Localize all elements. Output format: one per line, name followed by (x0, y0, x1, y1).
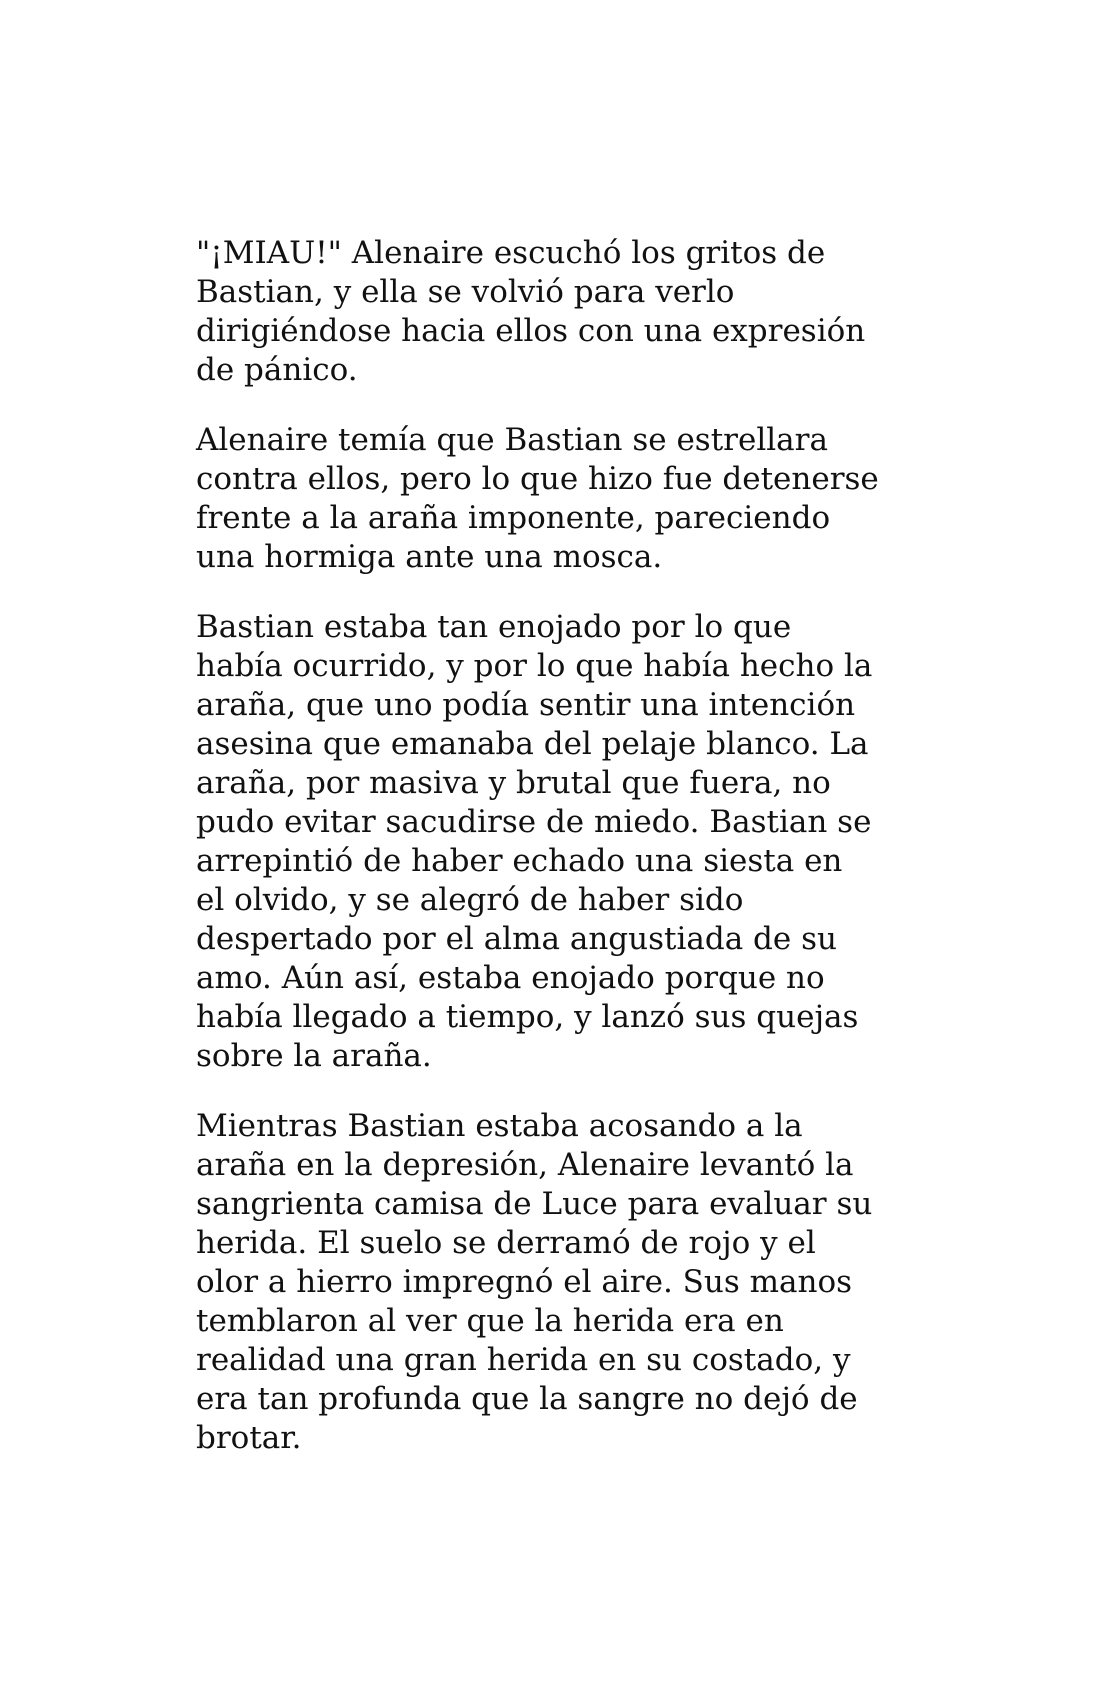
text-line: asesina que emanaba del pelaje blanco. La (196, 726, 869, 762)
text-line: frente a la araña imponente, pareciendo (196, 500, 831, 536)
paragraph-2 (196, 421, 916, 577)
text-line: una hormiga ante una mosca. (196, 539, 663, 575)
text-line: herida. El suelo se derramó de rojo y el (196, 1225, 816, 1261)
text-line: sangrienta camisa de Luce para evaluar su (196, 1186, 873, 1222)
text-line: contra ellos, pero lo que hizo fue detenerse (196, 461, 879, 497)
text-line: había llegado a tiempo, y lanzó sus quejas (196, 999, 859, 1035)
text-line: araña, que uno podía sentir una intención (196, 687, 856, 723)
paragraph-1 (196, 234, 916, 390)
text-line: el olvido, y se alegró de haber sido (196, 882, 744, 918)
page-text (196, 234, 916, 1489)
text-line: amo. Aún así, estaba enojado porque no (196, 960, 825, 996)
text-line: olor a hierro impregnó el aire. Sus manos (196, 1264, 853, 1300)
text-line: sobre la araña. (196, 1038, 432, 1074)
text-line: despertado por el alma angustiada de su (196, 921, 837, 957)
text-line: realidad una gran herida en su costado, y (196, 1342, 851, 1378)
text-line: araña, por masiva y brutal que fuera, no (196, 765, 831, 801)
text-line: brotar. (196, 1420, 302, 1456)
text-line: había ocurrido, y por lo que había hecho la (196, 648, 873, 684)
paragraph-4 (196, 1107, 916, 1458)
text-line: arrepintió de haber echado una siesta en (196, 843, 843, 879)
paragraph-3 (196, 608, 916, 1076)
text-line: era tan profunda que la sangre no dejó de (196, 1381, 858, 1417)
text-line: dirigiéndose hacia ellos con una expresión (196, 313, 866, 349)
text-line: Bastian estaba tan enojado por lo que (196, 609, 792, 645)
text-line: Alenaire temía que Bastian se estrellara (196, 422, 828, 458)
text-line: temblaron al ver que la herida era en (196, 1303, 784, 1339)
text-line: Bastian, y ella se volvió para verlo (196, 274, 735, 310)
text-line: Mientras Bastian estaba acosando a la (196, 1108, 803, 1144)
text-line: de pánico. (196, 352, 358, 388)
text-line: pudo evitar sacudirse de miedo. Bastian se (196, 804, 872, 840)
text-line: "¡MIAU!" Alenaire escuchó los gritos de (196, 235, 826, 271)
text-line: araña en la depresión, Alenaire levantó la (196, 1147, 854, 1183)
